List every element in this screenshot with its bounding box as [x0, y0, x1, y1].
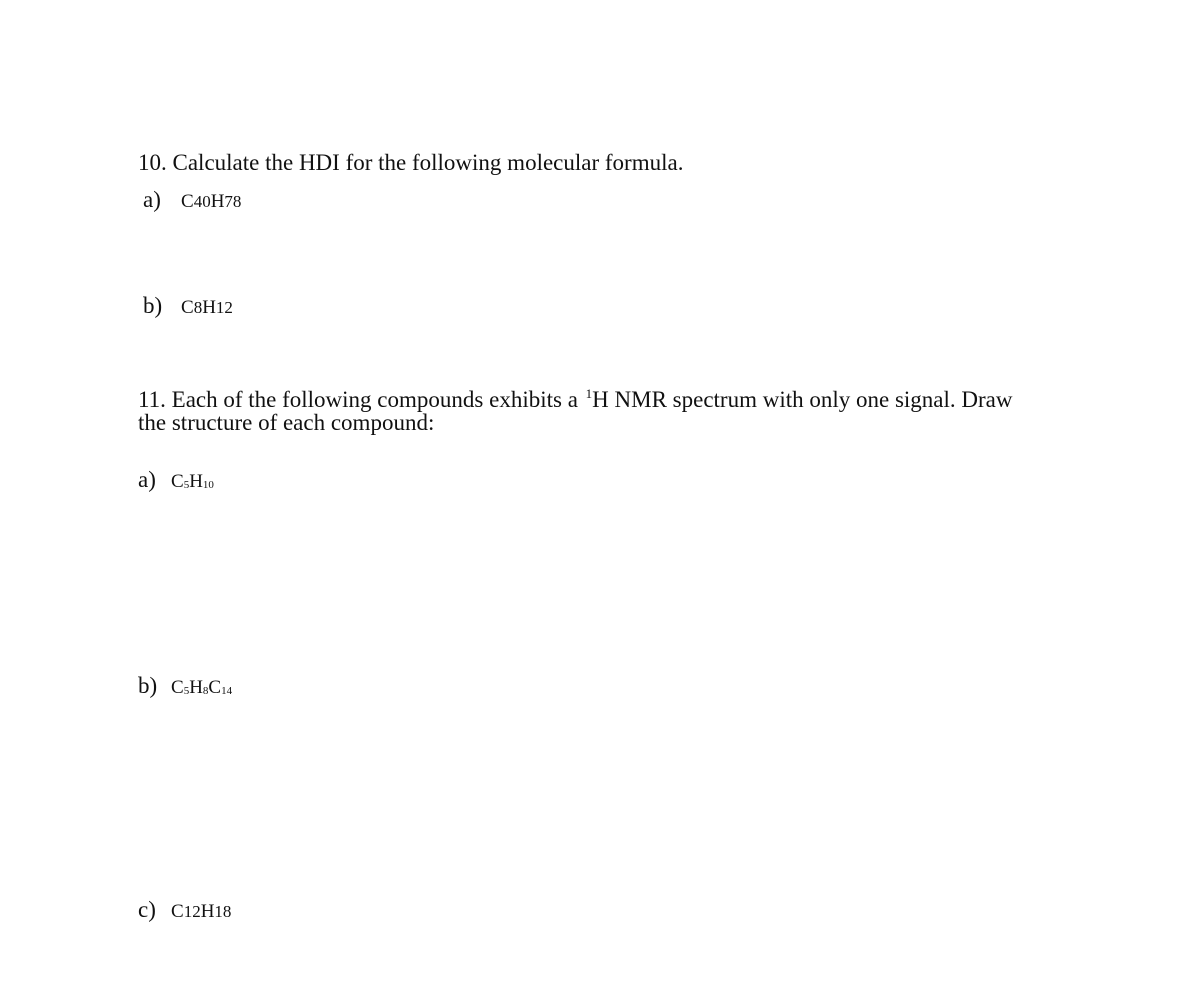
element-c: C	[171, 677, 184, 698]
count-c: 5	[183, 479, 190, 491]
title-text-after: H NMR spectrum with only one signal. Draw	[592, 387, 1013, 412]
part-c-marker: c)	[138, 897, 156, 922]
count-c: 12	[183, 902, 201, 921]
element-h: H	[210, 191, 225, 212]
count-c: 5	[183, 685, 190, 697]
element-c: C	[181, 297, 194, 318]
element-c-second: C	[208, 677, 222, 698]
question-11-part-c	[138, 895, 231, 926]
count-c: 8	[193, 298, 203, 317]
part-a-marker: a)	[143, 187, 161, 212]
element-h: H	[200, 901, 215, 922]
question-10-part-a	[143, 185, 241, 216]
element-h: H	[189, 471, 203, 492]
formula-c5h8c14	[171, 673, 232, 706]
part-b-marker: b)	[143, 293, 163, 318]
count-h: 12	[215, 298, 233, 317]
count-h: 78	[224, 192, 242, 211]
question-10-title: 10. Calculate the HDI for the following molecular formula.	[138, 150, 684, 175]
question-11-part-a	[138, 465, 214, 500]
count-c: 40	[193, 192, 211, 211]
element-c: C	[171, 901, 184, 922]
question-10-part-b	[143, 291, 233, 322]
superscript-one: 1	[585, 386, 593, 401]
title-text-before: 11. Each of the following compounds exhibits a	[138, 387, 584, 412]
element-c: C	[181, 191, 194, 212]
question-11-title-line-2: the structure of each compound:	[138, 410, 435, 435]
part-b-marker: b)	[138, 673, 158, 698]
formula-c5h10	[171, 467, 214, 500]
question-11-part-b	[138, 671, 232, 706]
count-h: 18	[214, 902, 232, 921]
formula-c40h78	[181, 187, 241, 216]
part-a-marker: a)	[138, 467, 156, 492]
element-h: H	[189, 677, 203, 698]
formula-c8h12	[181, 293, 233, 322]
count-c-second: 14	[221, 685, 233, 697]
formula-c12h18	[171, 897, 231, 926]
count-h: 8	[202, 685, 209, 697]
element-c: C	[171, 471, 184, 492]
count-h: 10	[202, 479, 214, 491]
element-h: H	[202, 297, 216, 318]
